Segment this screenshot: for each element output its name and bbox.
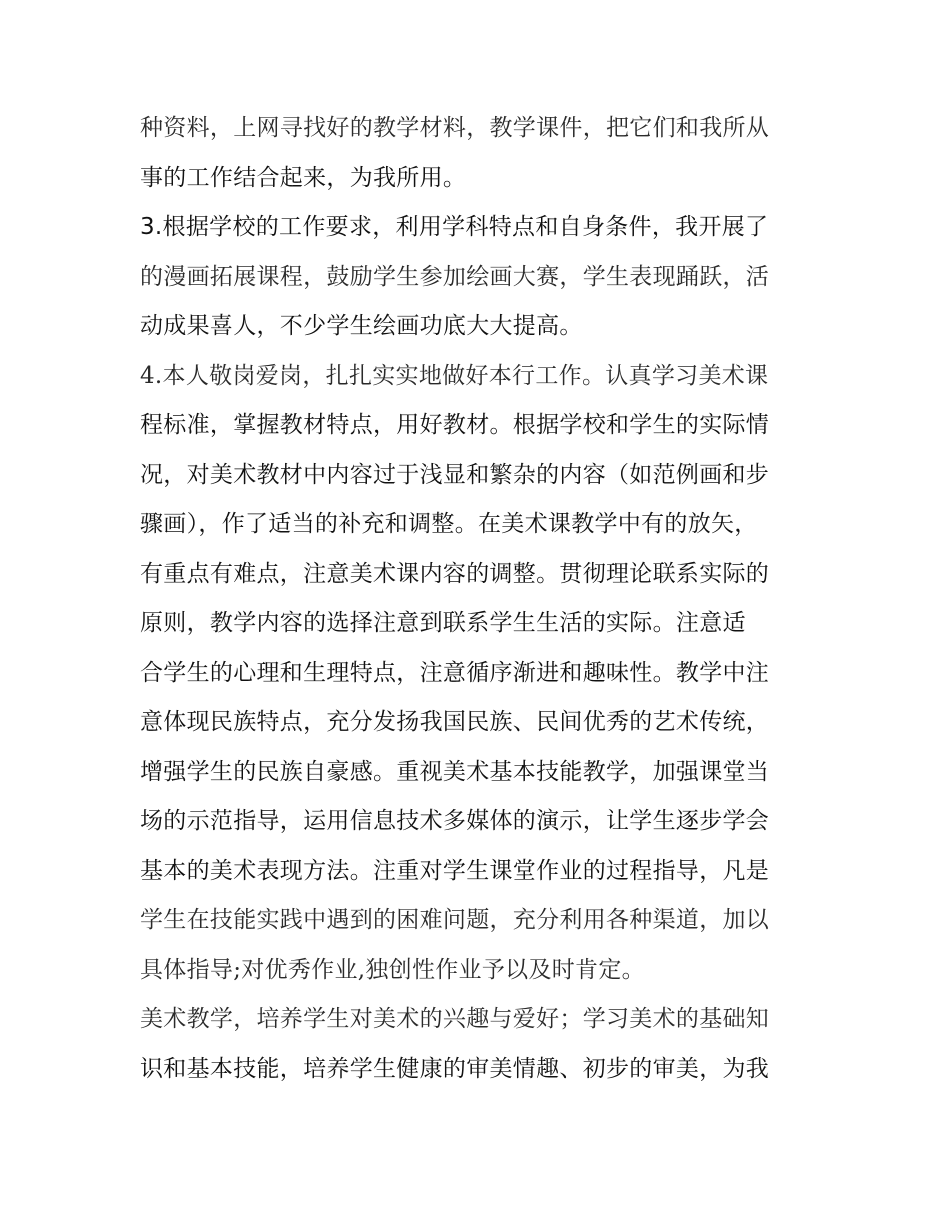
text-line: 况，对美术教材中内容过于浅显和繁杂的内容（如范例画和步 bbox=[140, 461, 770, 488]
text-line: 合学生的心理和生理特点，注意循序渐进和趣味性。教学中注 bbox=[140, 659, 770, 686]
text-line: 骤画），作了适当的补充和调整。在美术课教学中有的放矢， bbox=[140, 511, 758, 537]
text-line: 有重点有难点，注意美术课内容的调整。贯彻理论联系实际的 bbox=[140, 560, 770, 587]
text-line: 基本的美术表现方法。注重对学生课堂作业的过程指导，凡是 bbox=[140, 857, 770, 884]
text-line: 识和基本技能，培养学生健康的审美情趣、初步的审美，为我 bbox=[140, 1055, 770, 1082]
text-line: 3.根据学校的工作要求，利用学科特点和自身条件，我开展了 bbox=[140, 214, 769, 240]
text-line: 场的示范指导，运用信息技术多媒体的演示，让学生逐步学会 bbox=[140, 808, 770, 834]
text-line: 的漫画拓展课程，鼓励学生参加绘画大赛，学生表现踊跃，活 bbox=[140, 263, 770, 290]
text-line: 程标准，掌握教材特点，用好教材。根据学校和学生的实际情 bbox=[140, 412, 770, 438]
text-line: 事的工作结合起来，为我所用。 bbox=[140, 164, 467, 191]
text-line: 美术教学，培养学生对美术的兴趣与爱好；学习美术的基础知 bbox=[140, 1006, 770, 1032]
text-line: 动成果喜人，不少学生绘画功底大大提高。 bbox=[140, 313, 583, 339]
text-line: 具体指导;对优秀作业,独创性作业予以及时肯定。 bbox=[140, 956, 645, 983]
text-line: 学生在技能实践中遇到的困难问题，充分利用各种渠道，加以 bbox=[140, 907, 770, 933]
text-line: 增强学生的民族自豪感。重视美术基本技能教学，加强课堂当 bbox=[140, 758, 770, 785]
text-line: 意体现民族特点，充分发扬我国民族、民间优秀的艺术传统， bbox=[140, 709, 770, 735]
document-body bbox=[140, 104, 820, 1094]
text-line: 原则，教学内容的选择注意到联系学生生活的实际。注意适 bbox=[140, 610, 746, 636]
text-line: 种资料，上网寻找好的教学材料，教学课件，把它们和我所从 bbox=[140, 115, 770, 141]
text-line: 4.本人敬岗爱岗，扎扎实实地做好本行工作。认真学习美术课 bbox=[140, 362, 769, 389]
